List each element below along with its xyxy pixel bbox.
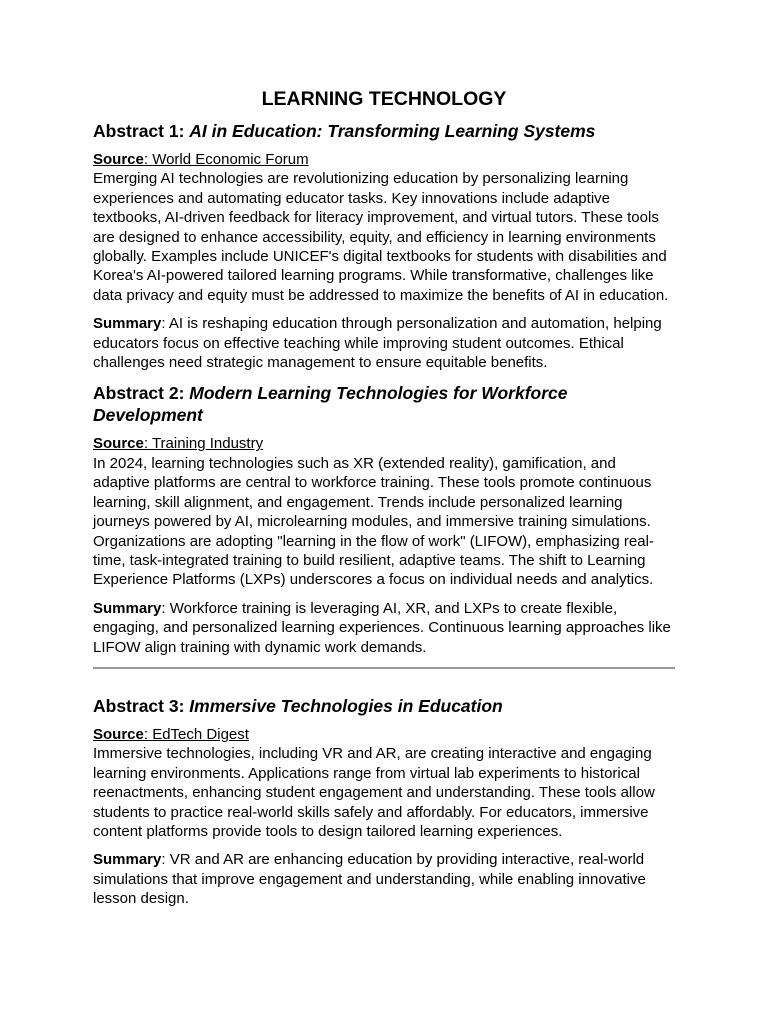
source-link[interactable]: Training Industry [151,435,264,453]
abstract-heading [93,382,675,426]
abstract-section-3 [93,695,675,909]
summary-text: : Workforce training is leveraging AI, XR, and LXPs to create flexible, engaging, and personalized learning experiences. Continuous learning approaches like LIFOW align training with dynamic work demands. [93,599,671,656]
source-line [93,434,675,453]
abstract-name: Immersive Technologies in Education [189,695,503,716]
summary-paragraph [93,314,675,372]
source-line [93,725,675,744]
summary-paragraph [93,599,675,657]
summary-text: : VR and AR are enhancing education by providing interactive, real-world simulations that improve engagement and understanding, while enabling innovative lesson design. [93,851,646,908]
source-label: Source [93,435,144,453]
abstract-heading [93,120,675,142]
source-line [93,150,675,169]
source-link[interactable]: World Economic Forum [152,151,309,168]
source-sep: : [143,151,153,168]
abstract-section-2 [93,382,675,656]
abstract-prefix: Abstract 3: [93,695,190,716]
abstract-section-1 [93,120,675,372]
source-link[interactable]: EdTech Digest [152,725,249,743]
abstract-name: Modern Learning Technologies for Workforce Development [93,383,568,426]
abstract-prefix: Abstract 2: [93,383,190,404]
source-label: Source [93,725,144,743]
abstract-body: Immersive technologies, including VR and AR, are creating interactive and engaging learning environments. Applications range from virtual lab experiments to historical reenactments, enhancing student engagement and understanding. These tools allow students to practice real-world skills safely and affordably. For educators, immersive content platforms provide tools to design tailored learning experiences. [93,745,655,840]
source-label: Source [93,151,144,168]
summary-paragraph [93,850,675,908]
summary-label: Summary [93,599,162,617]
abstract-body: In 2024, learning technologies such as XR (extended reality), gamification, and adaptive platforms are central to workforce training. These tools promote continuous learning, skill alignment, and engagement. Trends include personalized learning journeys powered by AI, microlearning modules, and immersive training simulations. Organizations are adopting "learning in the flow of work" (LIFOW), emphasizing real-time, task-integrated training to build resilient, adaptive teams. The shift to Learning Experience Platforms (LXPs) underscores a focus on individual needs and analytics. [93,454,654,589]
document-title: LEARNING TECHNOLOGY [261,88,507,110]
abstract-body: Emerging AI technologies are revolutionizing education by personalizing learning experiences and automating educator tasks. Key innovations include adaptive textbooks, AI-driven feedback for literacy improvement, and virtual tutors. These tools are designed to enhance accessibility, equity, and efficiency in learning environments globally. Examples include UNICEF's digital textbooks for students with disabilities and Korea's AI-powered tailored learning programs. While transformative, challenges like data privacy and equity must be addressed to maximize the benefits of AI in education. [93,170,669,304]
abstract-heading [93,695,675,717]
summary-label: Summary [93,851,162,869]
abstract-name: AI in Education: Transforming Learning Systems [189,121,596,141]
section-divider [93,667,675,669]
source-sep: : [143,725,153,743]
source-sep: : [143,435,152,453]
summary-text: : AI is reshaping education through personalization and automation, helping educators focus on effective teaching while improving student outcomes. Ethical challenges need strategic management to ensure equitable benefits. [93,315,662,372]
abstract-prefix: Abstract 1: [93,121,190,141]
summary-label: Summary [93,315,162,333]
